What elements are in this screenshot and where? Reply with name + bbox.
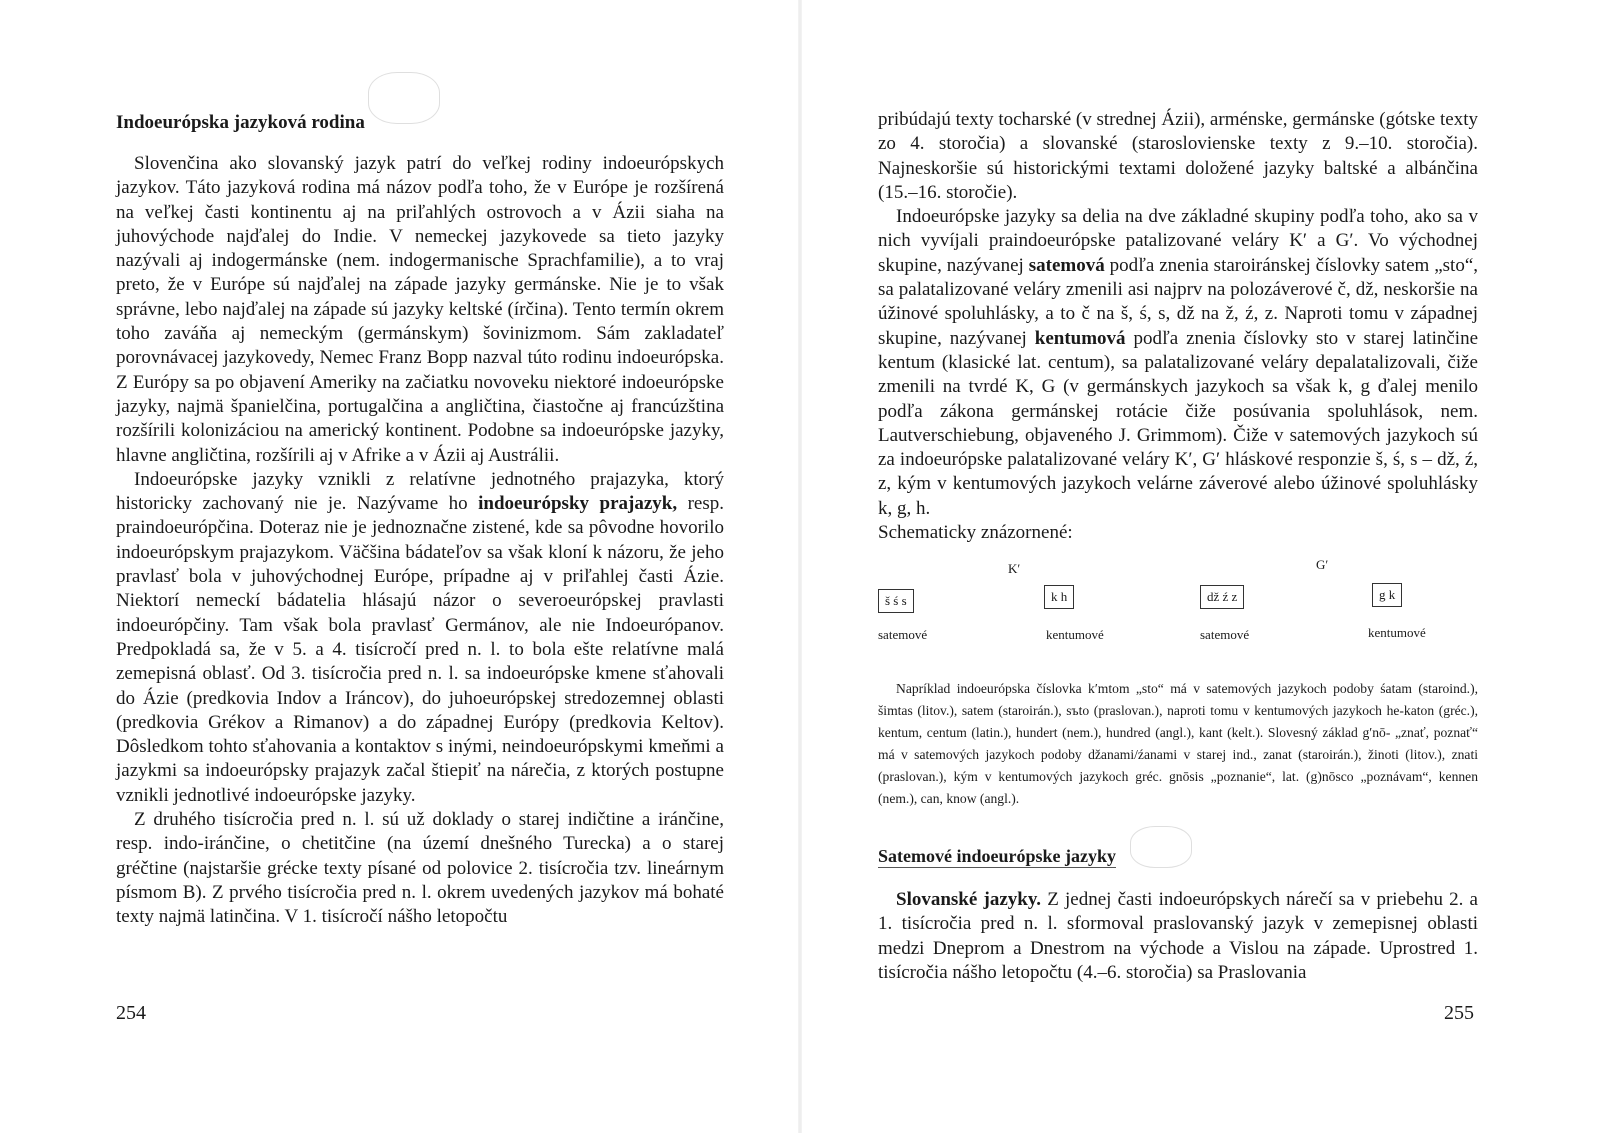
diagram-label-g: G′ — [1316, 557, 1329, 572]
diagram-caption: kentumové — [1046, 627, 1104, 642]
text-span: Indoeurópske jazyky sa delia na dve základné skupiny podľa toho, ako sa v nich vyvíjali praindoeurópske patalizované veláry K′ a G′. Vo východnej skupine, nazývanej — [878, 206, 1478, 276]
paragraph: Slovenčina ako slovanský jazyk patrí do veľkej rodiny indoeurópskych jazykov. Táto jazyková rodina má názov podľa toho, že v Európe je rozšírená na veľkej časti kontinentu aj na priľahlých ostrovoch a v Ázii siaha na juhovýchode najďalej do Indie. V nemeckej jazykovede sa tieto jazyky nazývali aj indogermánske (nem. indogermanische Sprachfamilie), a to vraj preto, že v Európe sú najďalej na západe jazyky germánske. Nie je to však správne, lebo najďalej na západe sú jazyky keltské (írčina). Tento termín okrem toho zaváňa aj nemeckým (germánskym) šovinizmom. Sám zakladateľ porovnávacej jazykovedy, Nemec Franz Bopp nazval túto rodinu indoeurópska. Z Európy sa po objavení Ameriky na začiatku novoveku niektoré indoeurópske jazyky, najmä španielčina, portugalčina a angličtina, čiastočne aj francúzština rozšírili kolonizáciou na americký kontinent. Podobne sa indoeurópske jazyky, hlavne angličtina, rozšírili aj v Afrike a v Ázii aj Austrálii. — [116, 153, 724, 466]
paragraph: Schematicky znázornené: — [878, 522, 1073, 544]
page-number: 254 — [116, 1002, 146, 1024]
diagram-label-k: K′ — [1008, 561, 1021, 576]
text-span: podľa znenia číslovky sto v starej latinčine kentum (klasické lat. centum), sa palatalizované veláry depalatalizovali, čiže zmenili na tvrdé K, G (v germánskych jazykoch sa však k, g ďalej menilo podľa zákona germánskej rotácie čiže posúvania spoluhlások, nem. Lautverschiebung, objaveného J. Grimmom). Čiže v satemových jazykoch sú za indoeurópske palatalizované veláry K′, G′ hláskové responzie š, ś, s – dž, ź, z, kým v kentumových jazykoch velárne záverové alebo úžinové spoluhlásky k, g, h. — [878, 327, 1479, 519]
text-span: Indoeurópske jazyky vznikli z relatívne jednotného prajazyka, ktorý historicky zachovaný nie je. Nazývame ho — [116, 468, 724, 515]
example-note — [878, 678, 1478, 810]
text-span: Z jednej časti indoeurópskych nárečí sa v priebehu 2. a 1. tisícročia pred n. l. sformoval praslovanský jazyk v zemepisnej oblasti medzi Dneprom a Dnestrom na východe a Vislou na západe. Uprostred 1. tisícročia nášho letopočtu (4.–6. storočia) sa Praslovania — [878, 889, 1478, 983]
diagram-box: k h — [1044, 585, 1074, 609]
bold-term: kentumová — [1034, 327, 1126, 349]
text-span: podľa znenia staroiránskej číslovky satem „sto“, sa palatalizované veláry zmenili asi najprv na polozáverové č, dž, neskoršie na úžinové spoluhlásky, a to č na š, ś, s, dž na ž, ź, z. Naproti tomu v západnej skupine, nazývanej — [878, 254, 1479, 349]
section-body — [878, 888, 1478, 985]
velar-diagram — [878, 557, 1478, 665]
page-number: 255 — [1444, 1002, 1474, 1024]
right-text-column — [878, 108, 1478, 545]
paragraph: Z druhého tisícročia pred n. l. sú už doklady o starej indičtine a iránčine, resp. indo-iránčine, o chetitčine (na území dnešného Turecka) a o starej gréčtine (najstaršie grécke texty písané od polovice 2. tisícročia tzv. lineárnym písmom B). Z prvého tisícročia pred n. l. okrem uvedených jazykov má bohaté texty najmä latinčina. V 1. tisícročí nášho letopočtu — [116, 809, 724, 928]
paragraph: pribúdajú texty tocharské (v strednej Ázii), arménske, germánske (gótske texty zo 4. storočia) a slovanské (staroslovienske texty z 9.–10. storočia). Najneskoršie sú historickými textami doložené jazyky baltské a albánčina (15.–16. storočie). — [878, 109, 1478, 203]
note-text: Napríklad indoeurópska číslovka k′mtom „sto“ má v satemových jazykoch podoby śatam (staroind.), šimtas (litov.), satem (staroirán.), sъto (praslovan.), naproti tomu v kentumových jazykoch he-katon (gréc.), kentum, centum (latin.), hundert (nem.), hundred (angl.), kant (kelt.). Slovesný základ g′nō- „znať, poznať“ má v satemových jazykoch podoby džanami/źanami v starej ind., zanat (staroirán.), žinoti (litov.), znati (praslovan.), kým v kentumových jazykoch gréc. gnōsis „poznanie“, lat. (g)nōsco „poznávam“, kennen (nem.), can, know (angl.). — [878, 681, 1478, 806]
paragraph — [116, 468, 724, 808]
diagram-caption: satemové — [1200, 627, 1250, 642]
page-heading: Indoeurópska jazyková rodina — [116, 112, 365, 133]
section-heading: Satemové indoeurópske jazyky — [878, 846, 1116, 866]
diagram-caption: satemové — [878, 627, 928, 642]
handwritten-mark — [1130, 826, 1192, 868]
bold-term: satemová — [1028, 254, 1105, 276]
handwritten-mark — [368, 72, 440, 124]
paragraph — [878, 888, 1478, 985]
diagram-box: dž ź z — [1200, 585, 1244, 609]
paragraph — [878, 205, 1478, 521]
left-text-column — [116, 152, 724, 930]
diagram-caption: kentumové — [1368, 625, 1426, 640]
bold-term: Slovanské jazyky. — [896, 889, 1042, 910]
diagram-box: g k — [1372, 583, 1402, 607]
text-span: resp. praindoeurópčina. Doteraz nie je jednoznačne zistené, kde sa pôvodne hovorilo indoeurópskym prajazykom. Väčšina bádateľov sa však kloní k názoru, že jeho pravlasť bola v juhovýchodnej Európe, prípadne aj v priľahlej časti Ázie. Niektorí nemeckí bádatelia hlásajú názor o severoeurópskej pravlasti indoeurópčiny. Tam však bola pravlasť Germánov, ale nie Indoeurópanov. Predpokladá sa, že v 5. a 4. tisícročí pred n. l. to bola ešte relatívne malá zemepisná oblasť. Od 3. tisícročia pred n. l. sa indoeurópske kmene sťahovali do Ázie (predkovia Indov a Iráncov), do juhoeurópskej stredozemnej oblasti (predkovia Grékov a Rimanov) a do západnej Európy (predkovia Keltov). Dôsledkom tohto sťahovania a kontaktov s inými, neindoeurópskymi kmeňmi a jazykmi sa indoeurópsky prajazyk začal štiepiť na nárečia, z ktorých postupne vznikli jednotlivé indoeurópske jazyky. — [116, 493, 724, 806]
bold-term: indoeurópsky prajazyk, — [478, 493, 678, 515]
diagram-box: š ś s — [878, 589, 914, 613]
